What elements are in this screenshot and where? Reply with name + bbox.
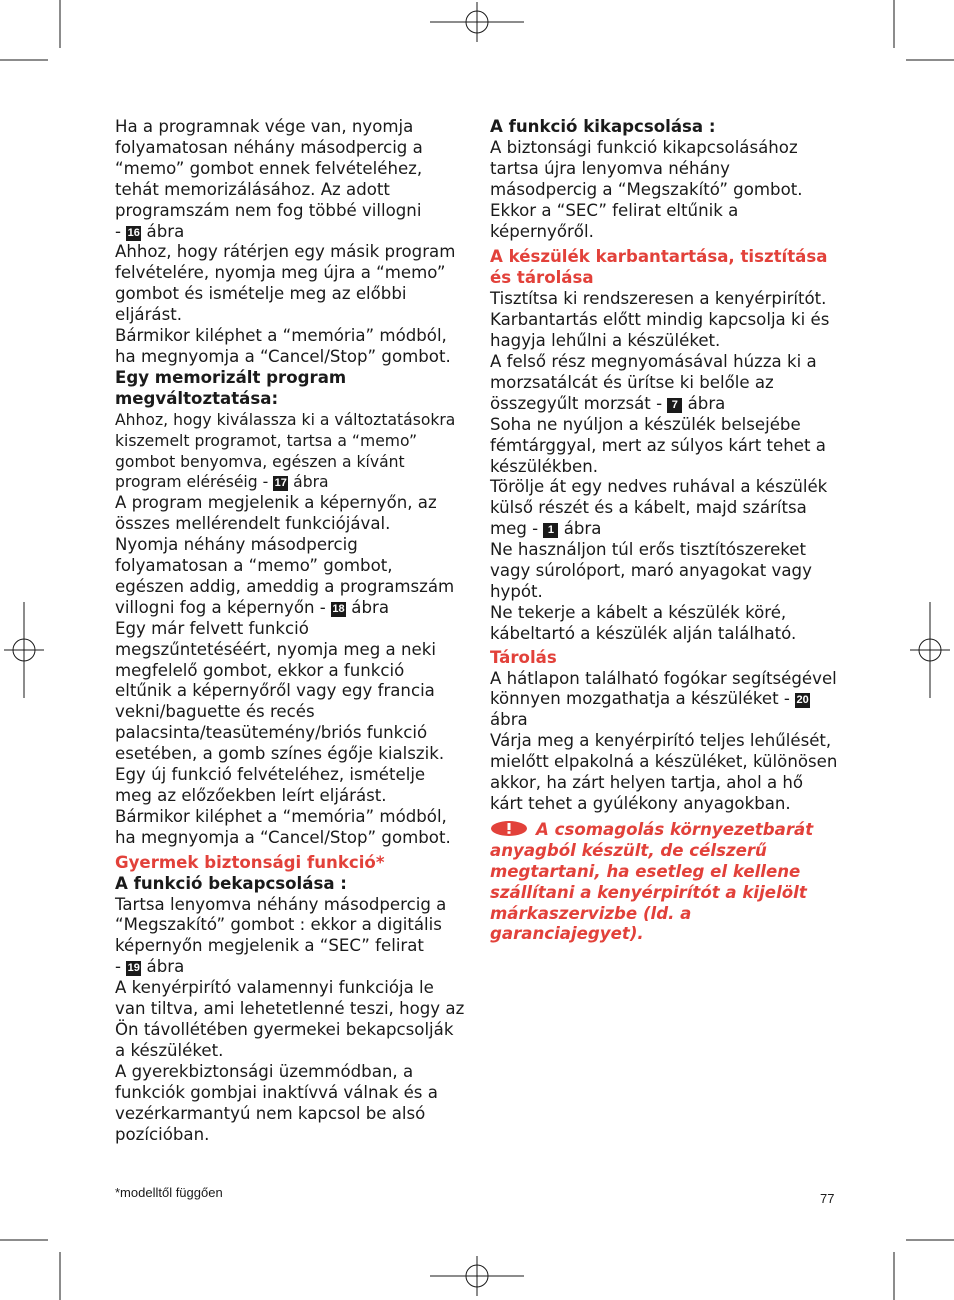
figure-number-badge: 19	[127, 962, 140, 975]
figure-number-badge: 7	[667, 398, 682, 413]
section-heading: Egy memorizált program megváltoztatása:	[115, 367, 347, 408]
footnote: *modelltől függően	[115, 1185, 223, 1200]
paragraph: Bármikor kiléphet a “memória” módból, ha megnyomja a “Cancel/Stop” gombot.	[115, 326, 451, 366]
paragraph: Egy már felvett funkció megszűntetéséért, nyomja meg a neki megfelelő gombot, ekkor a funkció eltűnik a képernyőről vagy egy francia vekni/baguette és recés palacsinta/teasütemény/briós funkció esetében, a gomb színes égője kialszik.	[115, 618, 445, 764]
figure-number-badge: 18	[332, 602, 345, 615]
paragraph: Ne használjon túl erős tisztítószereket vagy súrolóport, maró anyagokat vagy hypót.	[490, 540, 812, 601]
text: ábra	[141, 221, 185, 241]
text: ábra	[141, 957, 185, 977]
text: -	[115, 221, 127, 241]
figure-number-badge: 17	[274, 477, 287, 490]
paragraph: Bármikor kiléphet a “memória” módból, ha megnyomja a “Cancel/Stop” gombot.	[115, 806, 451, 847]
paragraph: Várja meg a kenyérpirító teljes lehűlését, mielőtt elpakolná a készüléket, különösen akkor, ha zárt helyen tartja, ahol a hő kárt tehet a gyúlékony anyagokban.	[490, 731, 838, 813]
page-number: 77	[820, 1191, 835, 1206]
text: ábra	[288, 473, 329, 492]
text: ábra	[346, 597, 389, 617]
paragraph: Ne tekerje a kábelt a készülék köré, kábeltartó a készülék alján található.	[490, 602, 797, 643]
paragraph	[115, 895, 465, 979]
paragraph: Ekkor a “SEC” felirat eltűnik a képernyőről.	[490, 200, 739, 241]
text: Ahhoz, hogy kiválassza ki a változtatásokra kiszemelt programot, tartsa a “memo” gombot benyomva, egészen a kívánt program eléréséig -	[115, 410, 456, 492]
text: ábra	[682, 393, 726, 413]
text: Nyomja néhány másodpercig folyamatosan a “memo” gombot, egészen addig, ameddig a programszám villogni fog a képernyőn -	[115, 535, 455, 617]
paragraph: A program megjelenik a képernyőn, az összes mellérendelt funkciójával.	[115, 493, 437, 534]
paragraph: A kenyérpirító valamennyi funkciója le van tiltva, ami lehetetlenné teszi, hogy az Ön távollétében gyermekei bekapcsolják a készüléket.	[115, 978, 465, 1060]
environment-warning	[490, 820, 840, 945]
paragraph	[490, 352, 840, 415]
paragraph: Egy új funkció felvételéhez, ismételje meg az előzőekben leírt eljárást.	[115, 765, 426, 805]
paragraph	[490, 669, 840, 732]
text: A hátlapon található fogókar segítségével könnyen mozgathatja a készüléket -	[490, 668, 837, 709]
text: Ha a programnak vége van, nyomja folyamatosan néhány másodpercig a “memo” gombot ennek felvételéhez, tehát memorizálásához. Az adott programszám nem fog többé villogni	[115, 117, 423, 220]
figure-number-badge: 20	[796, 694, 809, 707]
right-column	[490, 117, 840, 945]
paragraph	[115, 410, 465, 494]
text: Tartsa lenyomva néhány másodpercig a “Megszakító” gombot : ekkor a digitális képernyőn megjelenik a “SEC” felirat	[115, 894, 447, 956]
exclamation-icon	[490, 820, 528, 837]
section-heading-red: A készülék karbantartása, tisztítása és tárolása	[490, 247, 828, 288]
text: -	[115, 957, 127, 977]
left-column	[115, 117, 465, 1145]
paragraph	[115, 117, 465, 242]
paragraph	[115, 535, 465, 619]
text: ábra	[490, 710, 528, 730]
paragraph: Tisztítsa ki rendszeresen a kenyérpirítót. Karbantartás előtt mindig kapcsolja ki és hagyja lehűlni a készüléket.	[490, 289, 830, 351]
figure-number-badge: 16	[127, 226, 140, 239]
text: ábra	[558, 519, 602, 539]
section-heading-red: Tárolás	[490, 647, 557, 667]
paragraph: A gyerekbiztonsági üzemmódban, a funkciók gombjai inaktívvá válnak és a vezérkarmantyú nem kapcsol be alsó pozícióban.	[115, 1061, 438, 1144]
paragraph: A biztonsági funkció kikapcsolásához tartsa újra lenyomva néhány másodpercig a “Megszakító” gombot.	[490, 137, 803, 199]
section-heading: A funkció kikapcsolása :	[490, 117, 716, 136]
paragraph: Ahhoz, hogy rátérjen egy másik program felvételére, nyomja meg újra a “memo” gombot és ismételje meg az előbbi eljárást.	[115, 242, 456, 325]
section-heading: A funkció bekapcsolása :	[115, 873, 347, 893]
paragraph: Soha ne nyúljon a készülék belsejébe fémtárggyal, mert az súlyos kárt tehet a készülékben.	[490, 414, 826, 476]
figure-number-badge: 1	[543, 523, 558, 538]
text: Törölje át egy nedves ruhával a készülék külső részét és a kábelt, majd szárítsa meg -	[490, 477, 828, 539]
paragraph	[490, 477, 840, 540]
text: A felső rész megnyomásával húzza ki a morzsatálcát és ürítse ki belőle az összegyűlt morzsát -	[490, 351, 817, 413]
section-heading-red: Gyermek biztonsági funkció*	[115, 852, 385, 872]
warning-text: A csomagolás környezetbarát anyagból készült, de célszerű megtartani, ha esetleg el kellene szállítani a kenyérpirítót a kijelölt márkaszervizbe (ld. a garanciajegyet).	[490, 819, 814, 944]
